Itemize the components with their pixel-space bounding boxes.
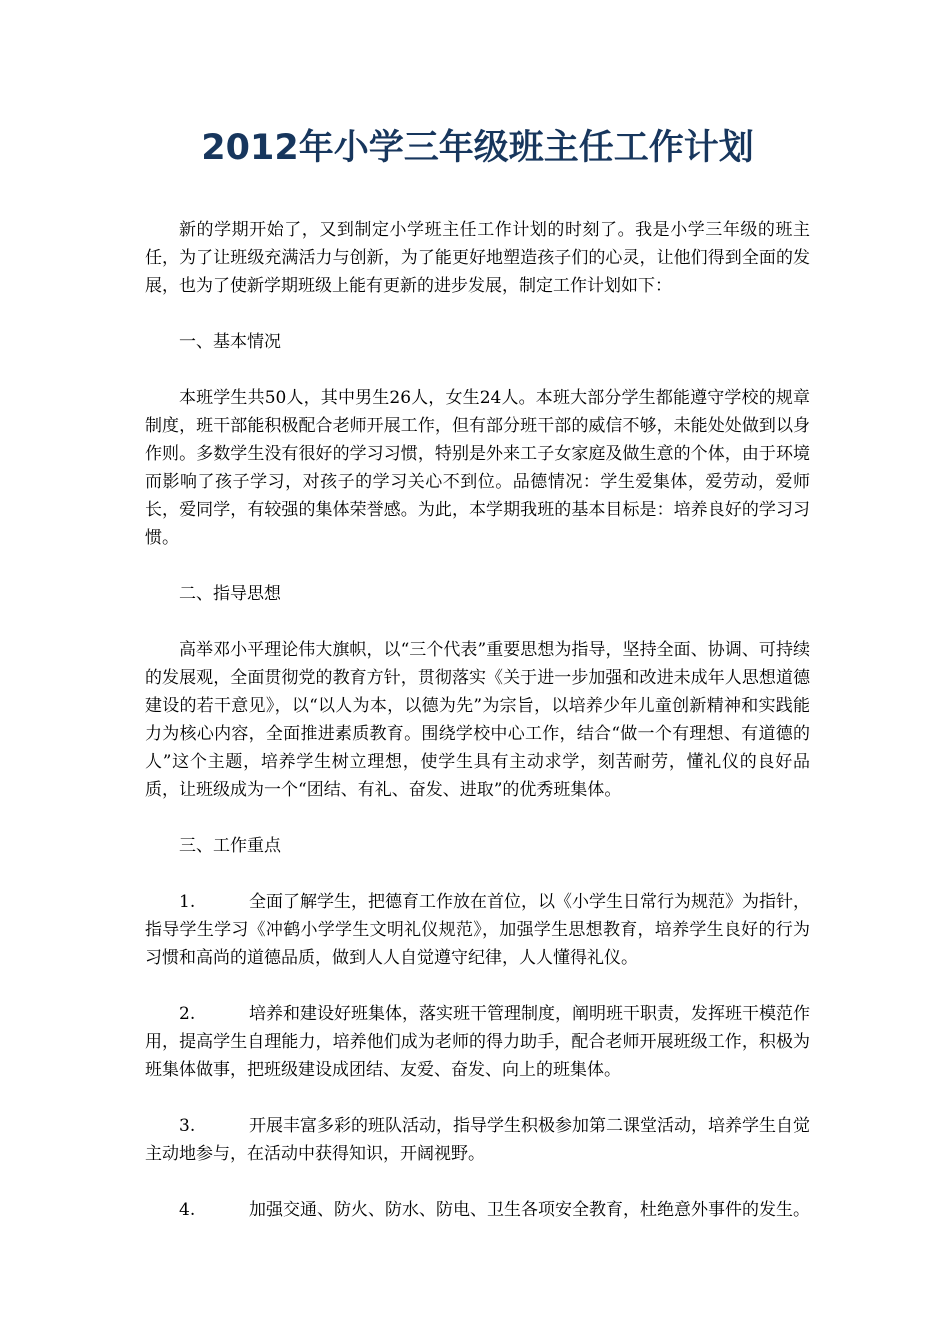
section-heading-basic: 一、基本情况 <box>179 332 281 352</box>
focus-item-number: 4. <box>179 1200 196 1220</box>
intro-paragraph: 新的学期开始了，又到制定小学班主任工作计划的时刻了。我是小学三年级的班主任，为了让班级充满活力与创新，为了能更好地塑造孩子们的心灵，让他们得到全面的发展，也为了使新学期班级上能有更新的进步发展，制定工作计划如下： <box>145 220 810 296</box>
guide-paragraph: 高举邓小平理论伟大旗帜，以“三个代表”重要思想为指导，坚持全面、协调、可持续的发展观，全面贯彻党的教育方针，贯彻落实《关于进一步加强和改进未成年人思想道德建设的若干意见》，以“以人为本，以德为先”为宗旨，以培养少年儿童创新精神和实践能力为核心内容，全面推进素质教育。围绕学校中心工作，结合“做一个有理想、有道德的人”这个主题，培养学生树立理想，使学生具有主动求学，刻苦耐劳，懂礼仪的良好品质，让班级成为一个“团结、有礼、奋发、进取”的优秀班集体。 <box>145 640 810 800</box>
section-heading-guide: 二、指导思想 <box>179 584 281 604</box>
focus-item <box>145 1000 810 1084</box>
focus-item <box>145 1112 810 1168</box>
focus-item-text: 全面了解学生，把德育工作放在首位，以《小学生日常行为规范》为指针，指导学生学习《冲鹤小学学生文明礼仪规范》，加强学生思想教育，培养学生良好的行为习惯和高尚的道德品质，做到人人自觉遵守纪律，人人懂得礼仪。 <box>145 892 810 968</box>
focus-item-number: 3. <box>179 1116 196 1136</box>
focus-item-number: 2. <box>179 1004 196 1024</box>
document-title: 2012年小学三年级班主任工作计划 <box>201 128 754 168</box>
focus-item-text: 开展丰富多彩的班队活动，指导学生积极参加第二课堂活动，培养学生自觉主动地参与，在活动中获得知识，开阔视野。 <box>145 1116 810 1164</box>
focus-item-number: 1. <box>179 892 196 912</box>
focus-item <box>145 888 810 972</box>
section-heading-focus: 三、工作重点 <box>179 836 281 856</box>
document-body <box>145 216 810 1252</box>
focus-item-text: 培养和建设好班集体，落实班干管理制度，阐明班干职责，发挥班干模范作用，提高学生自理能力，培养他们成为老师的得力助手，配合老师开展班级工作，积极为班集体做事，把班级建设成团结、友爱、奋发、向上的班集体。 <box>145 1004 810 1080</box>
focus-item-text: 加强交通、防火、防水、防电、卫生各项安全教育，杜绝意外事件的发生。 <box>249 1200 810 1220</box>
focus-item <box>145 1196 810 1224</box>
basic-paragraph: 本班学生共50人，其中男生26人，女生24人。本班大部分学生都能遵守学校的规章制度，班干部能积极配合老师开展工作，但有部分班干部的威信不够，未能处处做到以身作则。多数学生没有很好的学习习惯，特别是外来工子女家庭及做生意的个体，由于环境而影响了孩子学习，对孩子的学习关心不到位。品德情况：学生爱集体，爱劳动，爱师长，爱同学，有较强的集体荣誉感。为此，本学期我班的基本目标是：培养良好的学习习惯。 <box>145 388 810 548</box>
